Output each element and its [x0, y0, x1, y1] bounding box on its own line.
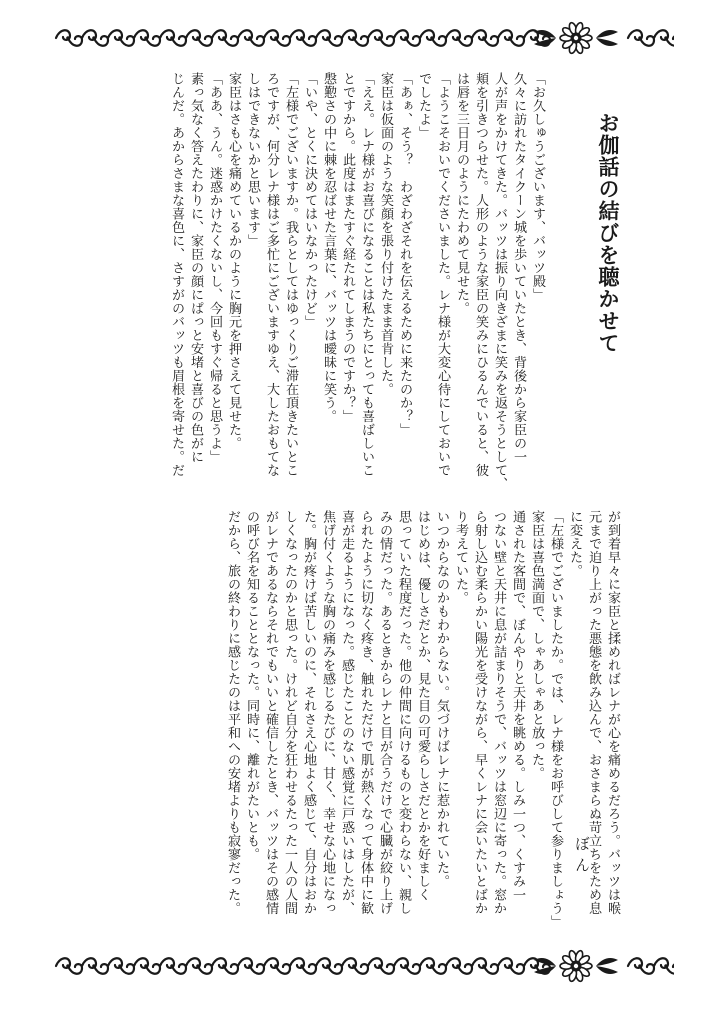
- text-line: 「ようこそおいでくださいました。レナ様が大変心待にしておいで: [435, 72, 450, 477]
- text-line: は唇を三日月のようにたわめて見せた。: [454, 72, 469, 315]
- text-line: り考えていた。: [453, 510, 468, 605]
- bottom-ornamental-border: [48, 946, 674, 986]
- text-line: 「左様でございましたか。では、レナ様をお呼びして参りましょう」: [548, 510, 563, 929]
- scroll-motif: [498, 30, 524, 46]
- scroll-motif: [108, 30, 134, 46]
- text-line: しはできないかと思います」: [245, 72, 260, 248]
- scroll-motif: [342, 958, 368, 974]
- text-line: 素っ気なく答えたわりに、家臣の顔にぱっと安堵と喜びの色がに: [188, 72, 203, 464]
- text-line: 喜が走るようになった。感じたことのない感覚に戸惑いはしたが、: [339, 510, 354, 915]
- text-line: しくなったのかと思った。けれど自分を狂わせるたった一人の人間: [282, 510, 297, 915]
- text-line: 通された客間で、ぼんやりと天井を眺める。しみ一つ、くすみ一: [510, 510, 525, 902]
- text-line: 焦げ付くような胸の痛みを感じるたびに、甘く、幸せな心地になっ: [320, 510, 335, 915]
- text-line: ら射し込む柔らかい陽光を受けながら、早くレナに会いたいとばか: [472, 510, 487, 915]
- text-line: でしたよ」: [416, 72, 431, 140]
- text-line: 「左様でございますか。我らとしてはゆっくりご滞在頂きたいとこ: [283, 72, 298, 477]
- bottom-border-svg: [48, 946, 674, 986]
- scroll-motif: [472, 30, 498, 46]
- text-line: 家臣は仮面のような笑顔を張り付けたまま首肯した。: [378, 72, 393, 396]
- scroll-motif: [186, 958, 212, 974]
- text-line: 「いや、とくに決めてはいなかったけど」: [302, 72, 317, 329]
- text-line: つない壁と天井に息が詰まりそうで、バッツは窓辺に寄った。窓か: [491, 510, 506, 915]
- text-line: 元まで迫り上がった悪態を飲み込んで、おさまらぬ苛立ちをため息: [586, 510, 601, 915]
- text-line: 慇懃さの中に棘を忍ばせた言葉に、バッツは曖昧に笑う。: [321, 72, 336, 423]
- text-line: 「ああ、うん。迷惑かけたくないし、今回もすぐ帰ると思うよ」: [207, 72, 222, 464]
- text-line: じんだ。あからさまな喜色に、さすがのバッツも眉根を寄せた。だ: [169, 72, 184, 477]
- scroll-motif: [56, 958, 82, 974]
- text-line: 思っていた程度だった。他の仲間に向けるものと変わらない、親し: [396, 510, 411, 915]
- scroll-motif: [446, 958, 472, 974]
- text-line: いつからなのかもわからない。気づけばレナに惹かれていた。: [434, 510, 449, 888]
- text-line: 家臣はさも心を痛めているかのように胸元を押さえて見せた。: [226, 72, 241, 450]
- scroll-motif: [56, 30, 82, 46]
- scroll-motif: [82, 30, 108, 46]
- scroll-motif: [290, 958, 316, 974]
- scroll-motif: [628, 958, 654, 974]
- scroll-motif: [394, 958, 420, 974]
- text-block-top: [91, 72, 547, 504]
- text-line: 「お久しゅうございます、バッツ殿」: [530, 72, 545, 302]
- scroll-motif: [82, 958, 108, 974]
- scroll-motif: [238, 30, 264, 46]
- scroll-motif: [446, 30, 472, 46]
- scroll-motif: [238, 958, 264, 974]
- text-line: とですから。此度はまたすぐ経たれてしまうのですか？」: [340, 72, 355, 423]
- scroll-motif: [108, 958, 134, 974]
- text-line: 「ええ。レナ様がお喜びになることは私たちにとっても喜ばしいこ: [359, 72, 374, 477]
- scroll-motif: [472, 958, 498, 974]
- author-name: ぼん: [573, 836, 591, 878]
- text-line: 久々に訪れたタイクーン城を歩いていたとき、背後から家臣の一: [511, 72, 526, 464]
- scroll-motif: [654, 958, 674, 974]
- text-line: 人が声をかけてきた。バッツは振り向きざまに笑みを返そうとして、: [492, 72, 507, 491]
- scroll-motif: [420, 958, 446, 974]
- scroll-motif: [212, 958, 238, 974]
- scroll-motif: [134, 958, 160, 974]
- scroll-motif: [290, 30, 316, 46]
- text-line: みの情だった。あるときからレナと目が合うだけで心臓が絞り上げ: [377, 510, 392, 915]
- scroll-motif: [628, 30, 654, 46]
- text-line: に変えた。: [567, 510, 582, 578]
- scroll-motif: [134, 30, 160, 46]
- scroll-motif: [654, 30, 674, 46]
- text-line: が到着早々に家臣と揉めればレナが心を痛めるだろう。バッツは喉: [605, 510, 620, 915]
- scroll-motif: [160, 30, 186, 46]
- scroll-motif: [316, 30, 342, 46]
- text-line: だから、旅の終わりに感じたのは平和への安堵よりも寂寥だった。: [225, 510, 240, 915]
- scroll-motif: [420, 30, 446, 46]
- rosette-flower-icon: [534, 950, 618, 982]
- text-line: 頬を引きつらせた。人形のような家臣の笑みにひるんでいると、彼: [473, 72, 488, 477]
- scroll-motif: [264, 30, 290, 46]
- rosette-flower-icon: [534, 22, 618, 54]
- top-border-svg: [48, 18, 674, 58]
- scroll-motif: [368, 30, 394, 46]
- text-line: はじめは、優しさだとか、見た目の可愛らしさだとかを好ましく: [415, 510, 430, 902]
- scroll-motif: [160, 958, 186, 974]
- scroll-motif: [368, 958, 394, 974]
- scroll-motif: [316, 958, 342, 974]
- text-line: 家臣は喜色満面で、しゃあしゃあと放った。: [529, 510, 544, 780]
- story-title: お伽話の結びを聴かせて: [596, 112, 621, 354]
- text-line: ろですが、何分レナ様はご多忙にございますゆえ、大したおもてな: [264, 72, 279, 477]
- text-block-bottom: [90, 510, 622, 942]
- scroll-motif: [498, 958, 524, 974]
- scroll-motif: [264, 958, 290, 974]
- scroll-motif: [212, 30, 238, 46]
- scroll-motif: [186, 30, 212, 46]
- scroll-motif: [394, 30, 420, 46]
- text-line: られたように切なく疼き、触れただけで肌が熱くなって身体中に歓: [358, 510, 373, 915]
- text-line: 「あぁ、そう？ わざわざそれを伝えるために来たのか？」: [397, 72, 412, 437]
- text-line: がレナであるならそれでもいいと確信したとき、バッツはその感情: [263, 510, 278, 915]
- top-ornamental-border: [48, 18, 674, 58]
- text-line: の呼び名を知ることとなった。同時に、離れがたいとも。: [244, 510, 259, 861]
- scroll-motif: [342, 30, 368, 46]
- text-line: た。胸が疼けば苦しいのに、それさえ心地よく感じて、自分はおか: [301, 510, 316, 915]
